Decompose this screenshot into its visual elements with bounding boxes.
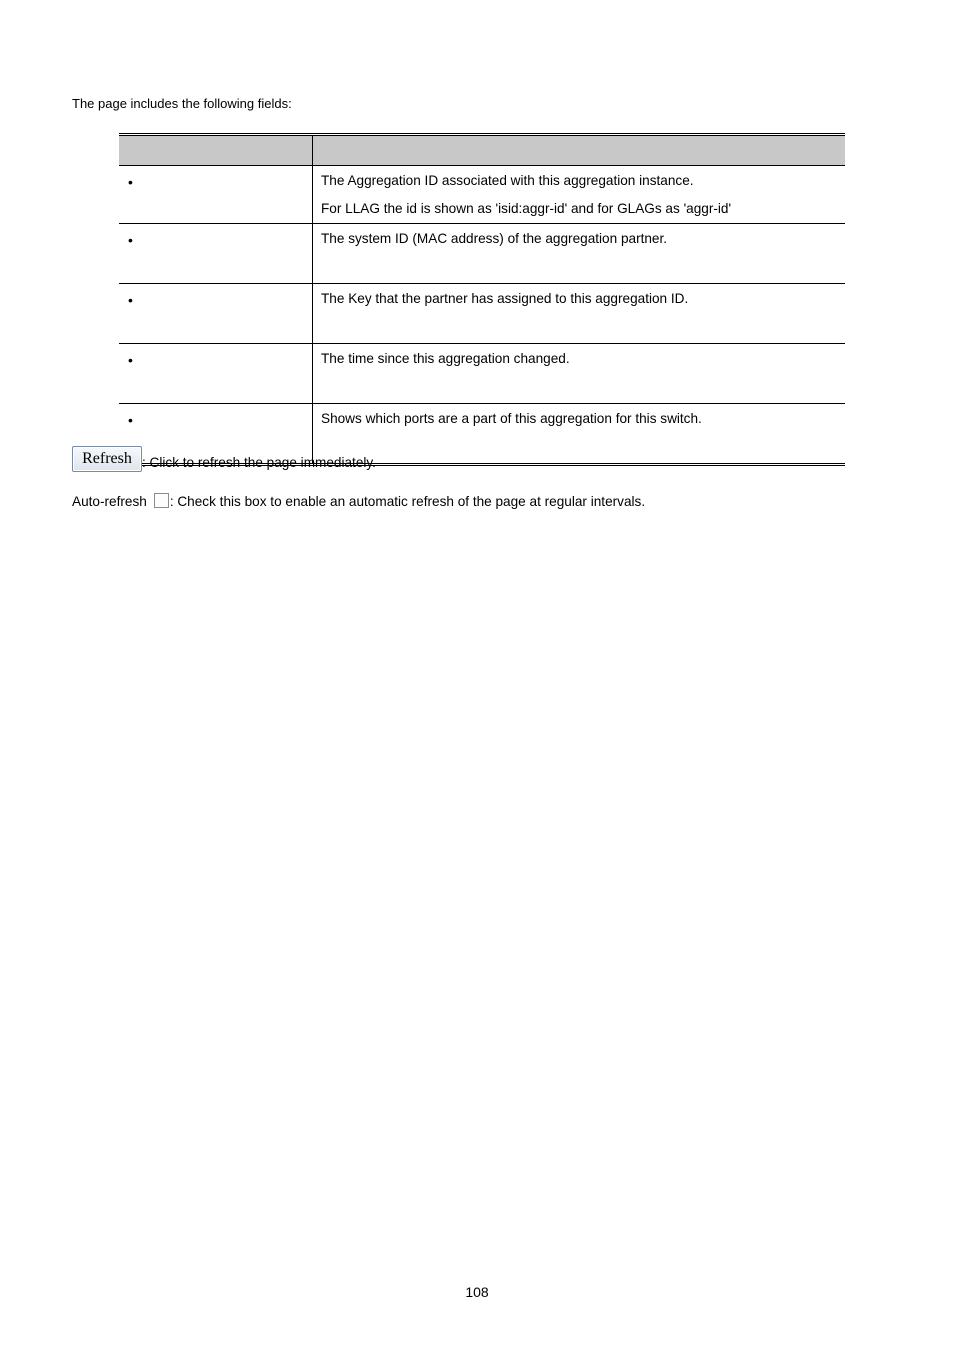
description-cell [313,404,846,465]
description-cell [313,284,846,344]
page-number: 108 [465,1284,489,1300]
refresh-button[interactable]: Refresh [72,446,142,472]
auto-refresh-label: Auto-refresh [72,494,147,509]
description-text: The Key that the partner has assigned to this aggregation ID. [321,291,689,306]
refresh-description-text: : Click to refresh the page immediately. [142,455,376,470]
description-text: Shows which ports are a part of this aggregation for this switch. [321,411,702,426]
intro-text: The page includes the following fields: [72,96,292,111]
table-row [119,224,845,284]
table-row [119,166,845,224]
fields-table [119,133,845,466]
description-text: The Aggregation ID associated with this aggregation instance. [321,173,694,188]
object-cell [119,166,313,224]
object-cell [119,284,313,344]
auto-refresh-checkbox[interactable] [154,493,169,508]
bullet: • [128,232,133,248]
bullet: • [128,174,133,190]
bullet: • [128,412,133,428]
table-row [119,344,845,404]
bullet: • [128,292,133,308]
description-cell [313,344,846,404]
description-text: For LLAG the id is shown as 'isid:aggr-id' and for GLAGs as 'aggr-id' [321,201,732,216]
refresh-description [72,446,376,472]
description-text: The time since this aggregation changed. [321,351,570,366]
object-cell [119,344,313,404]
description-cell [313,166,846,224]
auto-refresh-description [72,494,645,510]
description-text: The system ID (MAC address) of the aggregation partner. [321,231,668,246]
object-cell [119,224,313,284]
header-description [313,135,846,166]
description-cell [313,224,846,284]
auto-refresh-description-text: : Check this box to enable an automatic refresh of the page at regular intervals. [169,494,646,509]
table-header-row [119,135,845,166]
header-object [119,135,313,166]
bullet: • [128,352,133,368]
table-row [119,284,845,344]
